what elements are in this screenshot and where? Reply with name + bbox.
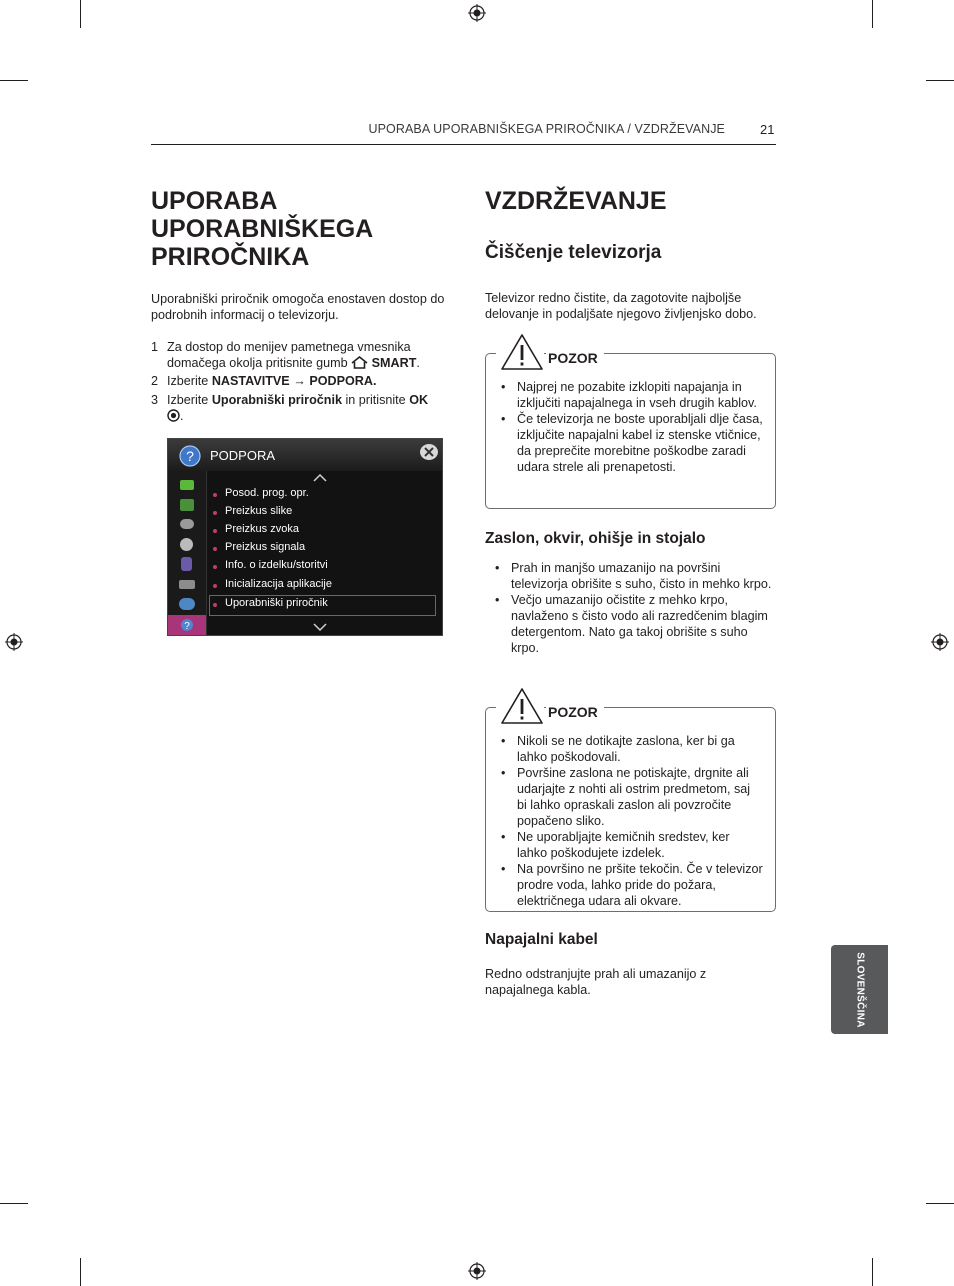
caution-item: • Površine zaslona ne potiskajte, drgnite ali udarjajte z nohti ali ostrim predmetom, saj bi lahko opraskali zaslon ali povzročite popačeno sliko. bbox=[501, 765, 763, 829]
tv-menu-title: PODPORA bbox=[210, 448, 276, 463]
step-3: 3 Izberite Uporabniški priročnik in pritisnite OK . bbox=[151, 393, 429, 423]
page-number: 21 bbox=[760, 122, 775, 137]
crop-mark bbox=[926, 1203, 954, 1204]
tv-menu-item[interactable]: Preizkus slike bbox=[225, 505, 293, 517]
crop-mark bbox=[872, 0, 873, 28]
header-rule bbox=[151, 144, 776, 145]
tv-menu-item[interactable]: Posod. prog. opr. bbox=[225, 487, 309, 499]
cable-heading: Napajalni kabel bbox=[485, 931, 598, 948]
close-icon[interactable] bbox=[419, 443, 439, 461]
caution-item: • Nikoli se ne dotikajte zaslona, ker bi ga lahko poškodovali. bbox=[501, 733, 763, 765]
tv-menu-item[interactable]: Info. o izdelku/storitvi bbox=[225, 559, 328, 571]
cable-text: Redno odstranjujte prah ali umazanijo z napajalnega kabla. bbox=[485, 967, 707, 997]
category-icon[interactable] bbox=[180, 519, 194, 529]
warning-triangle-icon bbox=[500, 687, 544, 725]
left-title-line: UPORABNIŠKEGA bbox=[151, 215, 374, 243]
tv-menu-item[interactable]: Preizkus zvoka bbox=[225, 523, 299, 535]
help-icon bbox=[180, 618, 194, 632]
caution-item: • Najprej ne pozabite izklopiti napajanja in izključiti napajalnega in vseh drugih kablov. bbox=[501, 379, 763, 411]
tv-menu-item[interactable]: Preizkus signala bbox=[225, 541, 306, 553]
svg-text:?: ? bbox=[184, 621, 190, 632]
caution-list bbox=[501, 733, 763, 909]
help-icon bbox=[178, 445, 202, 467]
cleaning-intro: Televizor redno čistite, da zagotovite najboljše delovanje in podaljšate njegovo življenjsko dobo. bbox=[485, 291, 757, 321]
category-icon[interactable] bbox=[180, 538, 193, 551]
list-item: • Večjo umazanijo očistite z mehko krpo, navlaženo s čisto vodo ali razredčenim blagim detergentom. Nato ga takoj obrišite s suho krpo. bbox=[495, 592, 775, 656]
screen-heading: Zaslon, okvir, ohišje in stojalo bbox=[485, 530, 706, 547]
step-2: 2 Izberite NASTAVITVE → PODPORA. bbox=[151, 374, 377, 388]
warning-triangle-icon bbox=[500, 333, 544, 371]
category-icon[interactable] bbox=[180, 499, 194, 511]
category-support-selected[interactable] bbox=[168, 615, 206, 635]
caution-list bbox=[501, 379, 763, 475]
caution-label: POZOR bbox=[546, 704, 604, 720]
language-tab bbox=[831, 945, 888, 1034]
crop-mark bbox=[872, 1258, 873, 1286]
caution-item: • Če televizorja ne boste uporabljali dlje časa, izključite napajalni kabel iz stenske vtičnice, da preprečite morebitne poškodbe zaradi udara strele ali prenapetosti. bbox=[501, 411, 763, 475]
left-intro: Uporabniški priročnik omogoča enostaven dostop do podrobnih informacij o televizorju. bbox=[151, 292, 445, 322]
caution-item: • Ne uporabljajte kemičnih sredstev, ker lahko poškodujete izdelek. bbox=[501, 829, 763, 861]
tv-menu-sidebar bbox=[168, 471, 207, 635]
registration-mark-icon bbox=[5, 633, 23, 651]
language-tab-label: SLOVENŠČINA bbox=[854, 951, 865, 1028]
registration-mark-icon bbox=[931, 633, 949, 651]
chevron-down-icon[interactable] bbox=[313, 623, 327, 631]
home-icon bbox=[351, 356, 368, 369]
step-1: 1 Za dostop do menijev pametnega vmesnika domačega okolja pritisnite gumb SMART. bbox=[151, 340, 420, 370]
screen-care-list bbox=[495, 560, 775, 656]
category-icon[interactable] bbox=[179, 598, 195, 610]
registration-mark-icon bbox=[468, 1262, 486, 1280]
svg-text:?: ? bbox=[186, 448, 194, 464]
left-title bbox=[151, 187, 373, 271]
tv-menu-item[interactable]: Inicializacija aplikacije bbox=[225, 578, 332, 590]
category-icon[interactable] bbox=[180, 480, 194, 490]
tv-support-menu-screenshot bbox=[167, 438, 443, 636]
caution-box bbox=[485, 707, 776, 912]
running-header: UPORABA UPORABNIŠKEGA PRIROČNIKA / VZDRŽEVANJE bbox=[368, 122, 725, 136]
registration-mark-icon bbox=[468, 4, 486, 22]
ok-button-icon bbox=[167, 409, 180, 422]
caution-item: • Na površino ne pršite tekočin. Če v televizor prodre voda, lahko pride do požara, električnega udara ali okvare. bbox=[501, 861, 763, 909]
caution-box bbox=[485, 353, 776, 509]
crop-mark bbox=[926, 80, 954, 81]
tv-menu-item-selected[interactable]: Uporabniški priročnik bbox=[225, 597, 328, 609]
left-title-line: PRIROČNIKA bbox=[151, 243, 310, 271]
crop-mark bbox=[0, 1203, 28, 1204]
category-icon[interactable] bbox=[179, 580, 195, 589]
caution-label: POZOR bbox=[546, 350, 604, 366]
crop-mark bbox=[0, 80, 28, 81]
tv-menu-selection-highlight bbox=[209, 595, 436, 616]
list-item: • Prah in manjšo umazanijo na površini televizorja obrišite s suho, čisto in mehko krpo. bbox=[495, 560, 775, 592]
cleaning-heading: Čiščenje televizorja bbox=[485, 242, 662, 263]
category-icon[interactable] bbox=[181, 557, 192, 571]
crop-mark bbox=[80, 1258, 81, 1286]
crop-mark bbox=[80, 0, 81, 28]
right-title: VZDRŽEVANJE bbox=[485, 187, 667, 215]
left-title-line: UPORABA bbox=[151, 187, 278, 215]
chevron-up-icon[interactable] bbox=[313, 474, 327, 482]
